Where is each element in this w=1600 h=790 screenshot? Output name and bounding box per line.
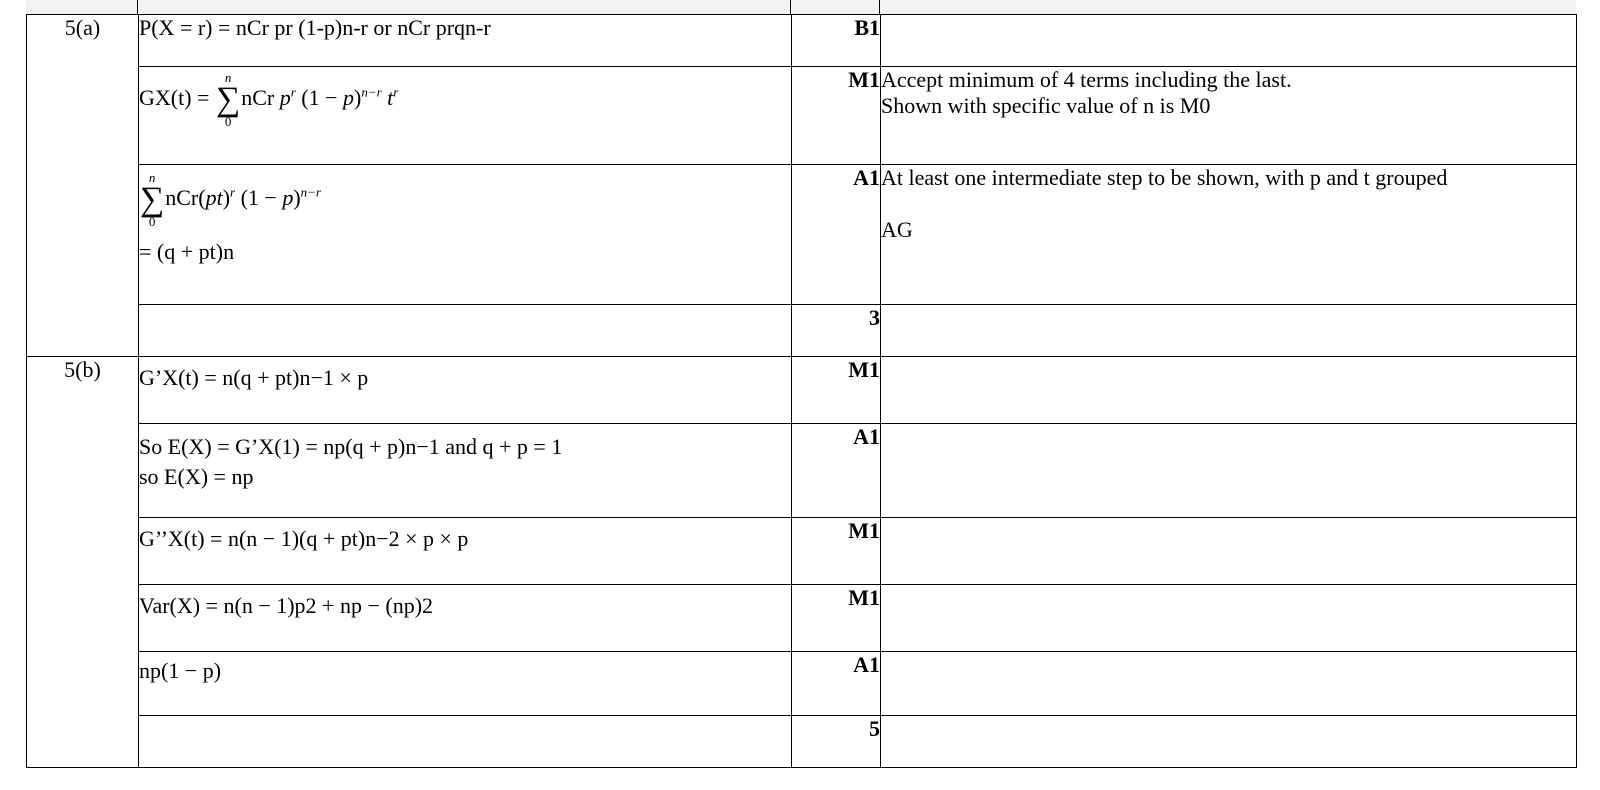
mark-5b-1: M1 <box>792 357 881 424</box>
mark-5b-2: A1 <box>792 424 881 518</box>
question-label-5b: 5(b) <box>27 357 139 768</box>
answer-5b-2 <box>139 424 792 518</box>
row-5b-total <box>27 716 1577 768</box>
answer-5b-1-text: G’X(t) = n(q + pt)n−1 × p <box>139 365 369 390</box>
row-5a-total <box>27 305 1577 357</box>
answer-5a-2-term: nCr <box>241 85 275 111</box>
answer-5b-5 <box>139 652 792 716</box>
guidance-5a-3-line2: AG <box>881 217 913 242</box>
answer-5b-3-text: G’’X(t) = n(n − 1)(q + pt)n−2 × p × p <box>139 526 469 551</box>
guidance-5a-2 <box>881 67 1577 165</box>
mark-5b-3: M1 <box>792 518 881 585</box>
guidance-5a-3-line1: At least one intermediate step to be shown, with p and t grouped <box>881 165 1448 190</box>
answer-5a-1 <box>139 15 792 67</box>
mark-5a-1: B1 <box>792 15 881 67</box>
answer-5a-2-lhs: GX(t) = <box>139 85 210 111</box>
answer-5b-2-line1: So E(X) = G’X(1) = np(q + p)n−1 and q + p = 1 <box>139 434 563 459</box>
mark-5b-5: A1 <box>792 652 881 716</box>
row-5b-1 <box>27 357 1577 424</box>
summation-symbol: n ∑ 0 <box>215 70 241 129</box>
header-strip <box>26 0 1576 15</box>
row-5b-4 <box>27 585 1577 652</box>
total-5a: 3 <box>792 305 881 357</box>
answer-5b-5-text: np(1 − p) <box>139 658 222 683</box>
mark-5b-4: M1 <box>792 585 881 652</box>
mark-5a-3: A1 <box>792 165 881 305</box>
row-5a-1 <box>27 15 1577 67</box>
answer-5b-1 <box>139 357 792 424</box>
row-5a-3 <box>27 165 1577 305</box>
summation-symbol: n ∑ 0 <box>140 170 165 229</box>
guidance-5a-2-line1: Accept minimum of 4 terms including the last. <box>881 67 1292 92</box>
guidance-5a-3 <box>881 165 1577 305</box>
mark-5a-2: M1 <box>792 67 881 165</box>
answer-5a-3: n ∑ 0 nCr(pt)$^r$ $(1 - p)^{n-r}$ = (q + pt)n <box>139 165 792 305</box>
total-5b: 5 <box>792 716 881 768</box>
row-5b-3 <box>27 518 1577 585</box>
answer-5a-3-term: nCr <box>165 185 199 211</box>
answer-5a-3-result: = (q + pt)n <box>139 239 235 264</box>
answer-5b-4 <box>139 585 792 652</box>
answer-5b-3 <box>139 518 792 585</box>
answer-5a-1-text: P(X = r) = nCr pr (1-p)n-r or nCr prqn-r <box>139 15 491 40</box>
row-5b-2 <box>27 424 1577 518</box>
mark-scheme-table <box>26 14 1577 768</box>
row-5a-2 <box>27 67 1577 165</box>
row-5b-5 <box>27 652 1577 716</box>
answer-5b-4-text: Var(X) = n(n − 1)p2 + np − (np)2 <box>139 593 434 618</box>
guidance-5a-1 <box>881 15 1577 67</box>
answer-5a-2: GX(t) = n ∑ 0 nCr $p^r$ $(1 - p)^{n-r}$ $t^r$ <box>139 67 792 165</box>
question-label-5a: 5(a) <box>27 15 139 357</box>
guidance-5a-2-line2: Shown with specific value of n is M0 <box>881 93 1211 118</box>
answer-5b-2-line2: so E(X) = np <box>139 464 254 489</box>
